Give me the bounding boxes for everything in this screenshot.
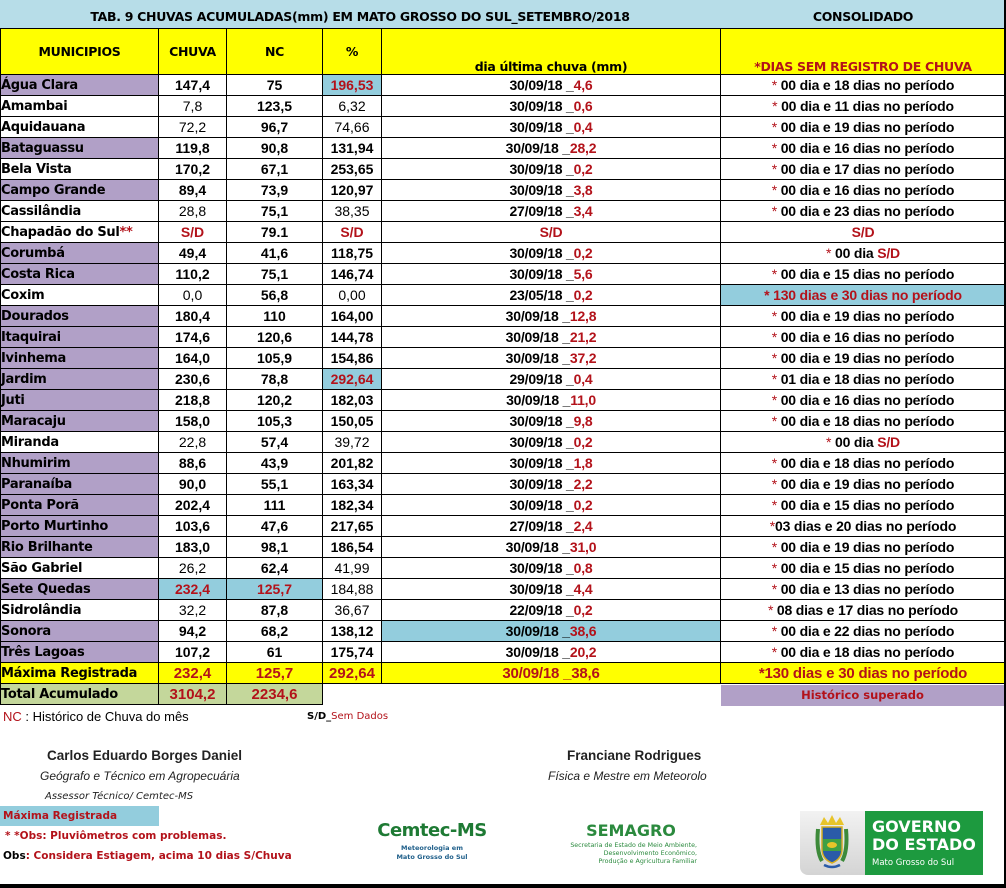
chuva-cell: 22,8 [159,432,227,453]
cemtec-logo: Cemtec-MS Meteorologia em Mato Grosso do Sul [377,820,487,861]
table-row [1,138,1006,159]
table-row [1,432,1006,453]
dia-ultima-chuva-cell: 22/09/18 _0,2 [382,600,721,621]
percent-cell: 131,94 [323,138,382,159]
obs-pluviometros: * *Obs: Pluviômetros com problemas. [5,830,227,842]
dia-ultima-chuva-cell: 30/09/18 _3,8 [382,180,721,201]
max-row [1,663,1006,684]
chuva-cell: 72,2 [159,117,227,138]
dias-sem-chuva-cell: * 00 dia S/D [721,432,1006,453]
chuva-cell: 170,2 [159,159,227,180]
dia-ultima-chuva-cell: 30/09/18 _31,0 [382,537,721,558]
percent-cell: 6,32 [323,96,382,117]
chuva-cell: 174,6 [159,327,227,348]
max-label: Máxima Registrada [1,663,159,684]
municipio-cell: Paranaíba [1,474,159,495]
dia-ultima-chuva-cell: 30/09/18 _0,2 [382,243,721,264]
table-row [1,264,1006,285]
dias-sem-chuva-cell: * 00 dia e 16 dias no período [721,138,1006,159]
municipio-cell: Amambai [1,96,159,117]
percent-cell: 118,75 [323,243,382,264]
chuva-cell: 107,2 [159,642,227,663]
nc-cell: 43,9 [227,453,323,474]
nc-cell: 56,8 [227,285,323,306]
table-row [1,621,1006,642]
municipio-cell: Ponta Porã [1,495,159,516]
municipio-cell: Porto Murtinho [1,516,159,537]
percent-cell: 74,66 [323,117,382,138]
signature-1-name: Carlos Eduardo Borges Daniel [47,748,243,763]
header-nc: NC [227,29,323,75]
nc-cell: 41,6 [227,243,323,264]
header-dias-sem-registro: *DIAS SEM REGISTRO DE CHUVA [721,29,1006,75]
percent-cell: 184,88 [323,579,382,600]
table-row [1,390,1006,411]
table-row [1,96,1006,117]
header-percent: % [323,29,382,75]
percent-cell: 41,99 [323,558,382,579]
table-title: TAB. 9 CHUVAS ACUMULADAS(mm) EM MATO GROSSO DO SUL_SETEMBRO/2018 [90,9,630,24]
percent-cell: 150,05 [323,411,382,432]
chuva-cell: 180,4 [159,306,227,327]
signature-2-name: Franciane Rodrigues [567,748,702,763]
nc-cell: 73,9 [227,180,323,201]
total-chuva: 3104,2 [159,684,227,705]
table-row [1,306,1006,327]
dia-ultima-chuva-cell: 30/09/18 _0,8 [382,558,721,579]
nc-cell: 96,7 [227,117,323,138]
table-row [1,579,1006,600]
municipio-cell: Sonora [1,621,159,642]
consolidado-label: CONSOLIDADO [812,9,914,24]
municipio-cell: Itaquirai [1,327,159,348]
municipio-cell: Ivinhema [1,348,159,369]
nc-cell: 75,1 [227,201,323,222]
chuva-cell: 158,0 [159,411,227,432]
percent-cell: 217,65 [323,516,382,537]
chuva-cell: 32,2 [159,600,227,621]
municipio-cell: Juti [1,390,159,411]
dias-sem-chuva-cell: * 00 dia e 19 dias no período [721,306,1006,327]
nc-cell: 62,4 [227,558,323,579]
dia-ultima-chuva-cell: 30/09/18 _38,6 [382,621,721,642]
table-row [1,327,1006,348]
nc-cell: 105,3 [227,411,323,432]
table-row [1,243,1006,264]
percent-cell: 39,72 [323,432,382,453]
dias-sem-chuva-cell: * 00 dia e 15 dias no período [721,558,1006,579]
dias-sem-chuva-cell: * 00 dia e 16 dias no período [721,390,1006,411]
municipio-cell: Cassilândia [1,201,159,222]
chuva-cell: 7,8 [159,96,227,117]
percent-cell: 163,34 [323,474,382,495]
dias-sem-chuva-cell: S/D [721,222,1006,243]
table-row [1,474,1006,495]
max-dias: *130 dias e 30 dias no período [721,663,1006,684]
table-row [1,222,1006,243]
nc-cell: 47,6 [227,516,323,537]
chuva-cell: 0,0 [159,285,227,306]
nc-cell: 78,8 [227,369,323,390]
nc-cell: 75 [227,75,323,96]
chuva-cell: 89,4 [159,180,227,201]
bottom-border [0,884,1006,888]
table-row [1,117,1006,138]
dias-sem-chuva-cell: * 01 dia e 18 dias no período [721,369,1006,390]
municipio-cell: Miranda [1,432,159,453]
table-row [1,348,1006,369]
table-row [1,600,1006,621]
table-row [1,411,1006,432]
historico-superado-legend: Histórico superado [721,685,1004,706]
chuva-cell: 88,6 [159,453,227,474]
dia-ultima-chuva-cell: 30/09/18 _0,2 [382,495,721,516]
table-row [1,642,1006,663]
dia-ultima-chuva-cell: S/D [382,222,721,243]
table-row [1,369,1006,390]
total-label: Total Acumulado [1,684,159,705]
nc-cell: 90,8 [227,138,323,159]
nc-cell: 125,7 [227,579,323,600]
nc-cell: 105,9 [227,348,323,369]
chuva-cell: 230,6 [159,369,227,390]
rainfall-table [0,28,1006,705]
municipio-cell: Aquidauana [1,117,159,138]
chuva-cell: 49,4 [159,243,227,264]
municipio-cell: Costa Rica [1,264,159,285]
chuva-cell: 28,8 [159,201,227,222]
dia-ultima-chuva-cell: 30/09/18 _0,2 [382,159,721,180]
dia-ultima-chuva-cell: 30/09/18 _11,0 [382,390,721,411]
percent-cell: 146,74 [323,264,382,285]
dia-ultima-chuva-cell: 30/09/18 _9,8 [382,411,721,432]
dia-ultima-chuva-cell: 27/09/18 _3,4 [382,201,721,222]
table-row [1,75,1006,96]
dia-ultima-chuva-cell: 30/09/18 _5,6 [382,264,721,285]
percent-cell: 201,82 [323,453,382,474]
municipio-cell: Sidrolândia [1,600,159,621]
sd-legend: S/D_Sem Dados [307,711,389,722]
nc-cell: 68,2 [227,621,323,642]
percent-cell: 0,00 [323,285,382,306]
max-pct: 292,64 [323,663,382,684]
chuva-cell: 147,4 [159,75,227,96]
chuva-cell: 232,4 [159,579,227,600]
chuva-cell: 26,2 [159,558,227,579]
dias-sem-chuva-cell: * 00 dia e 17 dias no período [721,159,1006,180]
dias-sem-chuva-cell: * 08 dias e 17 dias no período [721,600,1006,621]
dia-ultima-chuva-cell: 30/09/18 _4,4 [382,579,721,600]
nc-cell: 110 [227,306,323,327]
percent-cell: 120,97 [323,180,382,201]
dia-ultima-chuva-cell: 30/09/18 _4,6 [382,75,721,96]
dias-sem-chuva-cell: * 00 dia e 18 dias no período [721,642,1006,663]
dias-sem-chuva-cell: * 00 dia e 11 dias no período [721,96,1006,117]
chuva-cell: 110,2 [159,264,227,285]
dias-sem-chuva-cell: * 00 dia e 19 dias no período [721,537,1006,558]
signature-1-subtitle: Assessor Técnico/ Cemtec-MS [45,791,194,802]
dias-sem-chuva-cell: * 00 dia e 15 dias no período [721,495,1006,516]
dia-ultima-chuva-cell: 30/09/18 _20,2 [382,642,721,663]
dia-ultima-chuva-cell: 30/09/18 _37,2 [382,348,721,369]
nc-cell: 55,1 [227,474,323,495]
dias-sem-chuva-cell: * 00 dia e 19 dias no período [721,348,1006,369]
municipio-cell: Coxim [1,285,159,306]
percent-cell: 38,35 [323,201,382,222]
chuva-cell: 90,0 [159,474,227,495]
dias-sem-chuva-cell: * 00 dia e 19 dias no período [721,474,1006,495]
nc-cell: 61 [227,642,323,663]
max-chuva: 232,4 [159,663,227,684]
header-row [1,29,1006,75]
dias-sem-chuva-cell: * 00 dia e 19 dias no período [721,117,1006,138]
percent-cell: 253,65 [323,159,382,180]
dias-sem-chuva-cell: * 130 dias e 30 dias no período [721,285,1006,306]
chuva-cell: 218,8 [159,390,227,411]
table-body [1,75,1006,663]
maxima-registrada-legend: Máxima Registrada [0,806,159,826]
header-chuva: CHUVA [159,29,227,75]
nc-cell: 111 [227,495,323,516]
dias-sem-chuva-cell: * 00 dia e 15 dias no período [721,264,1006,285]
dia-ultima-chuva-cell: 30/09/18 _28,2 [382,138,721,159]
dias-sem-chuva-cell: * 00 dia e 16 dias no período [721,180,1006,201]
table-row [1,285,1006,306]
chuva-cell: S/D [159,222,227,243]
nc-cell: 120,2 [227,390,323,411]
header-municipios: MUNICIPIOS [1,29,159,75]
nc-cell: 79.1 [227,222,323,243]
chuva-cell: 119,8 [159,138,227,159]
chuva-cell: 94,2 [159,621,227,642]
percent-cell: 36,67 [323,600,382,621]
governo-logo: GOVERNO DO ESTADO Mato Grosso do Sul [800,811,983,875]
nc-cell: 75,1 [227,264,323,285]
dia-ultima-chuva-cell: 30/09/18 _21,2 [382,327,721,348]
table-row [1,180,1006,201]
semagro-logo: SEMAGRO Secretaria de Estado de Meio Ambiente, Desenvolvimento Econômico, Produção e Agricultura Familiar [570,821,697,865]
table-row [1,159,1006,180]
dias-sem-chuva-cell: * 00 dia S/D [721,243,1006,264]
chuva-cell: 103,6 [159,516,227,537]
dia-ultima-chuva-cell: 30/09/18 _0,2 [382,432,721,453]
municipio-cell: Sete Quedas [1,579,159,600]
dias-sem-chuva-cell: * 00 dia e 13 dias no período [721,579,1006,600]
chuva-cell: 164,0 [159,348,227,369]
municipio-cell: Corumbá [1,243,159,264]
dia-ultima-chuva-cell: 30/09/18 _0,6 [382,96,721,117]
dia-ultima-chuva-cell: 30/09/18 _1,8 [382,453,721,474]
municipio-cell: Campo Grande [1,180,159,201]
dia-ultima-chuva-cell: 30/09/18 _12,8 [382,306,721,327]
municipio-cell: Água Clara [1,75,159,96]
percent-cell: 154,86 [323,348,382,369]
municipio-cell: Três Lagoas [1,642,159,663]
table-row [1,495,1006,516]
percent-cell: S/D [323,222,382,243]
dias-sem-chuva-cell: * 00 dia e 23 dias no período [721,201,1006,222]
chuva-cell: 183,0 [159,537,227,558]
dia-ultima-chuva-cell: 23/05/18 _0,2 [382,285,721,306]
municipio-cell: Nhumirim [1,453,159,474]
coat-of-arms-icon [800,811,865,875]
dias-sem-chuva-cell: * 00 dia e 18 dias no período [721,411,1006,432]
table-row [1,453,1006,474]
max-dia: 30/09/18 _38,6 [382,663,721,684]
municipio-cell: Maracaju [1,411,159,432]
dias-sem-chuva-cell: * 00 dia e 18 dias no período [721,453,1006,474]
header-dia-ultima-chuva: dia última chuva (mm) [382,29,721,75]
municipio-cell: São Gabriel [1,558,159,579]
municipio-cell: Jardim [1,369,159,390]
obs-estiagem: Obs: Considera Estiagem, acima 10 dias S/Chuva [3,850,292,862]
percent-cell: 144,78 [323,327,382,348]
dias-sem-chuva-cell: * 00 dia e 18 dias no período [721,75,1006,96]
dias-sem-chuva-cell: * 00 dia e 16 dias no período [721,327,1006,348]
percent-cell: 182,34 [323,495,382,516]
total-nc: 2234,6 [227,684,323,705]
table-row [1,201,1006,222]
nc-cell: 67,1 [227,159,323,180]
table-row [1,558,1006,579]
percent-cell: 175,74 [323,642,382,663]
table-row [1,516,1006,537]
nc-cell: 98,1 [227,537,323,558]
municipio-cell: Bataguassu [1,138,159,159]
municipio-cell: Chapadão do Sul** [1,222,159,243]
municipio-cell: Bela Vista [1,159,159,180]
percent-cell: 182,03 [323,390,382,411]
nc-cell: 57,4 [227,432,323,453]
municipio-cell: Rio Brilhante [1,537,159,558]
percent-cell: 164,00 [323,306,382,327]
dia-ultima-chuva-cell: 30/09/18 _2,2 [382,474,721,495]
max-nc: 125,7 [227,663,323,684]
table-row [1,537,1006,558]
percent-cell: 186,54 [323,537,382,558]
signature-1-role: Geógrafo e Técnico em Agropecuária [40,769,240,783]
nc-cell: 87,8 [227,600,323,621]
dia-ultima-chuva-cell: 27/09/18 _2,4 [382,516,721,537]
municipio-cell: Dourados [1,306,159,327]
nc-legend: NC : Histórico de Chuva do mês [3,709,189,724]
percent-cell: 196,53 [323,75,382,96]
chuva-cell: 202,4 [159,495,227,516]
dias-sem-chuva-cell: * 00 dia e 22 dias no período [721,621,1006,642]
dia-ultima-chuva-cell: 29/09/18 _0,4 [382,369,721,390]
nc-cell: 123,5 [227,96,323,117]
nc-cell: 120,6 [227,327,323,348]
signature-2-role: Física e Mestre em Meteorolo [548,769,707,783]
percent-cell: 292,64 [323,369,382,390]
dia-ultima-chuva-cell: 30/09/18 _0,4 [382,117,721,138]
dias-sem-chuva-cell: *03 dias e 20 dias no período [721,516,1006,537]
percent-cell: 138,12 [323,621,382,642]
